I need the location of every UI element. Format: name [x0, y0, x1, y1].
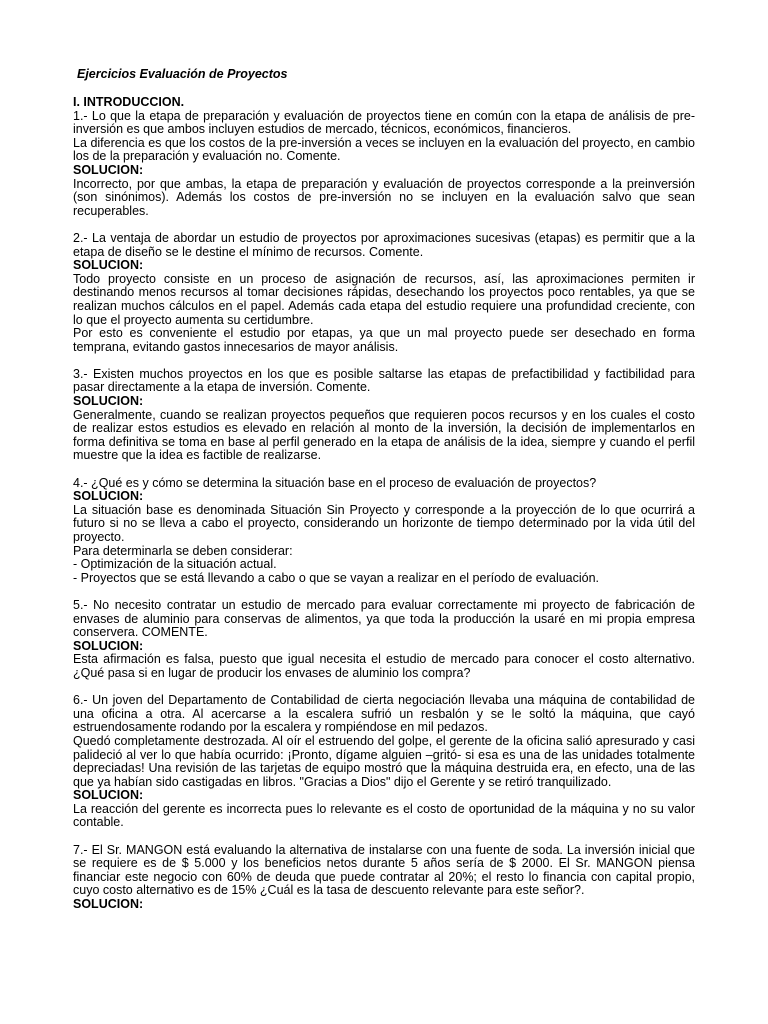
question-paragraph: 2.- La ventaja de abordar un estudio de proyectos por aproximaciones sucesivas (etapas) es permitir que a la etapa de diseño se le destine el mínimo de recursos. Comente.	[73, 230, 695, 259]
section-heading: I. INTRODUCCION.	[73, 95, 185, 109]
solution-paragraph: Para determinarla se deben considerar:	[73, 543, 293, 558]
solution-paragraph: La situación base es denominada Situación Sin Proyecto y corresponde a la proyección de lo que ocurrirá a futuro si no se lleva a cabo el proyecto, considerando un horizonte de tiempo determinado por la vida útil del proyecto.	[73, 502, 695, 544]
solution-list-item: - Optimización de la situación actual.	[73, 557, 277, 572]
solution-label: SOLUCION:	[73, 897, 144, 912]
document-body	[73, 96, 695, 912]
question-paragraph: 1.- Lo que la etapa de preparación y evaluación de proyectos tiene en común con la etapa de análisis de pre-inversión es que ambos incluyen estudios de mercado, técnicos, económicos, financieros.	[73, 108, 695, 137]
exercise-7	[73, 844, 695, 912]
solution-label: SOLUCION:	[73, 489, 144, 504]
exercise-1	[73, 110, 695, 219]
question-paragraph: 4.- ¿Qué es y cómo se determina la situación base en el proceso de evaluación de proyectos?	[73, 475, 597, 490]
solution-paragraph: Esta afirmación es falsa, puesto que igual necesita el estudio de mercado para conocer el costo alternativo. ¿Qué pasa si en lugar de producir los envases de aluminio los compra?	[73, 652, 695, 680]
solution-label: SOLUCION:	[73, 394, 144, 409]
question-paragraph: 7.- El Sr. MANGON está evaluando la alternativa de instalarse con una fuente de soda. La inversión inicial que se requiere es de $ 5.000 y los beneficios netos durante 5 años sería de $ 2000. El Sr. MANGON piensa financiar este negocio con 60% de deuda que puede contratar al 20%; el resto lo financia con capital propio, cuyo costo alternativo es de 15% ¿Cuál es la tasa de descuento relevante para este señor?.	[73, 842, 695, 898]
question-paragraph: 6.- Un joven del Departamento de Contabilidad de cierta negociación llevaba una máquina de contabilidad de una oficina a otra. Al acercarse a la escalera sufrió un resbalón y se le soltó la máquina, que cayó estruendosamente rodando por la escalera y rompiéndose en mil pedazos.	[73, 693, 695, 735]
solution-label: SOLUCION:	[73, 788, 144, 803]
solution-list-item: - Proyectos que se está llevando a cabo o que se vayan a realizar en el período de evaluación.	[73, 570, 600, 585]
question-paragraph: 3.- Existen muchos proyectos en los que es posible saltarse las etapas de prefactibilidad y factibilidad para pasar directamente a la etapa de inversión. Comente.	[73, 366, 695, 395]
question-paragraph: La diferencia es que los costos de la pre-inversión a veces se incluyen en la evaluación del proyecto, en cambio los de la preparación y evaluación no. Comente.	[73, 135, 695, 164]
question-paragraph: Quedó completamente destrozada. Al oír el estruendo del golpe, el gerente de la oficina salió apresurado y casi palideció al ver lo que había ocurrido: ¡Pronto, dígame alguien –gritó- si esa es una de las unidades totalmente depreciadas! Una revisión de las tarjetas de equipo mostró que la máquina destruida era, en efecto, una de las que ya habían sido castigadas en libros. "Gracias a Dios" dijo el Gerente y se retiró tranquilizado.	[73, 733, 695, 789]
document-title: Ejercicios Evaluación de Proyectos	[77, 67, 288, 81]
exercise-2	[73, 232, 695, 354]
exercise-6	[73, 694, 695, 830]
exercise-5	[73, 599, 695, 681]
solution-label: SOLUCION:	[73, 258, 144, 273]
question-paragraph: 5.- No necesito contratar un estudio de mercado para evaluar correctamente mi proyecto de fabricación de envases de aluminio para conservas de alimentos, ya que toda la producción la usaré en mi propia empresa conservera. COMENTE.	[73, 597, 695, 640]
spacer	[73, 82, 695, 96]
solution-paragraph: La reacción del gerente es incorrecta pues lo relevante es el costo de oportunidad de la máquina y no su valor contable.	[73, 801, 695, 830]
solution-paragraph: Generalmente, cuando se realizan proyectos pequeños que requieren pocos recursos y en los cuales el costo de realizar estos estudios es elevado en relación al monto de la inversión, la decisión de implementarlos en forma definitiva se toma en base al perfil generado en la etapa de análisis de la idea, siempre y cuando el perfil muestre que la idea es factible de realizarse.	[73, 407, 695, 463]
exercise-3	[73, 368, 695, 463]
exercise-4	[73, 477, 695, 586]
solution-label: SOLUCION:	[73, 162, 144, 177]
solution-paragraph: Incorrecto, por que ambas, la etapa de preparación y evaluación de proyectos corresponde a la preinversión (son sinónimos). Además los costos de pre-inversión no se incluyen en la evaluación salvo que sean recuperables.	[73, 176, 695, 218]
solution-paragraph: Todo proyecto consiste en un proceso de asignación de recursos, así, las aproximaciones permiten ir destinando menos recursos al tomar decisiones rápidas, desechando los proyectos poco rentables, ya que se realizan muchos cálculos en el papel. Además cada etapa del estudio requiere una profundidad creciente, con lo que el proyecto aumenta su certidumbre.	[73, 271, 695, 327]
exercise-list	[73, 110, 695, 912]
solution-paragraph: Por esto es conveniente el estudio por etapas, ya que un mal proyecto puede ser desechado en forma temprana, evitando gastos innecesarios de mayor análisis.	[73, 326, 695, 354]
solution-label: SOLUCION:	[73, 638, 144, 653]
